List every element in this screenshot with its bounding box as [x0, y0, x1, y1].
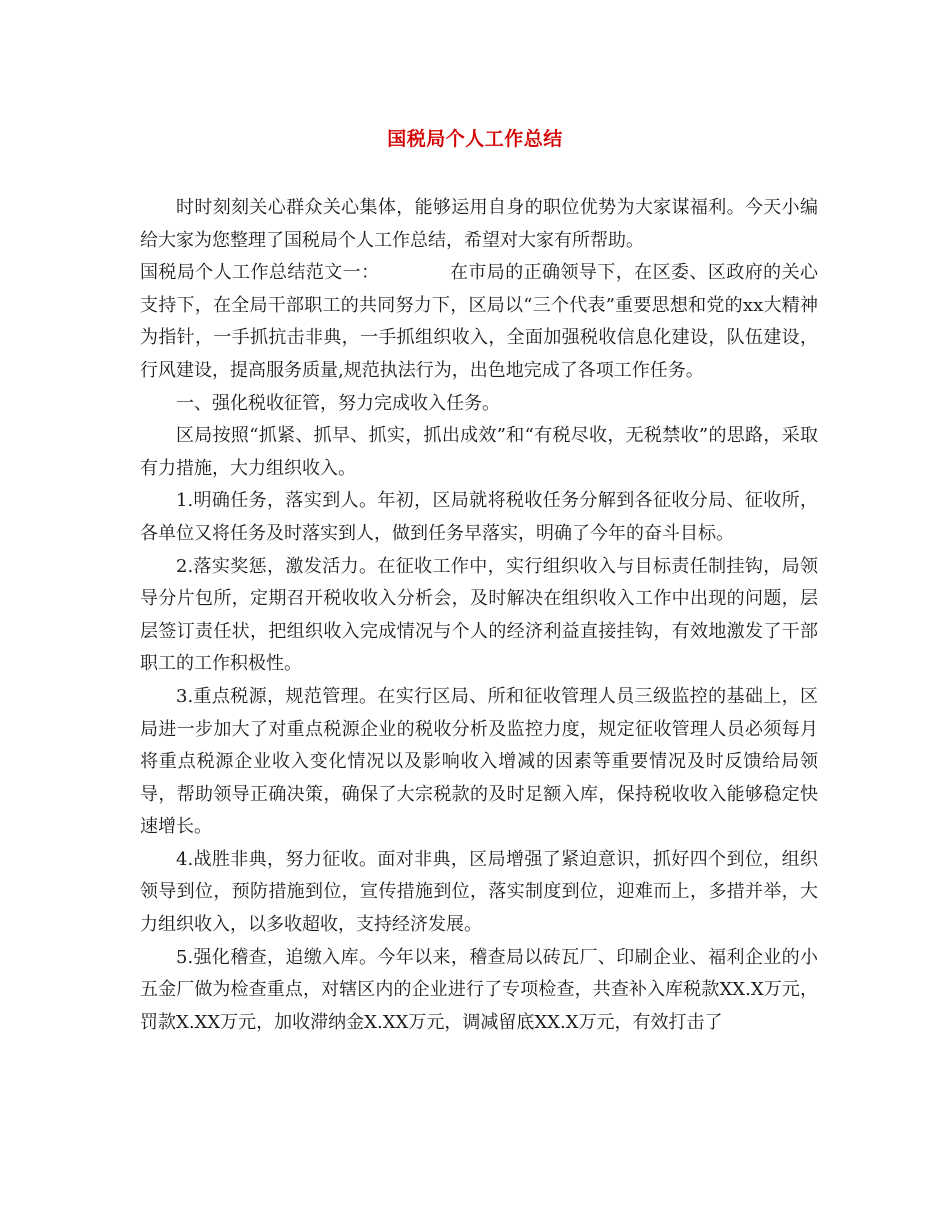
item-4-paragraph: 4.战胜非典，努力征收。面对非典，区局增强了紧迫意识，抓好四个到位，组织领导到位，预防措施到位，宣传措施到位，落实制度到位，迎难而上，多措并举，大力组织收入，以多收超收，支持经济发展。	[140, 848, 818, 936]
item-5-paragraph: 5.强化稽查，追缴入库。今年以来，稽查局以砖瓦厂、印刷企业、福利企业的小五金厂做为检查重点，对辖区内的企业进行了专项检查，共查补入库税款XX.X万元，罚款X.XX万元，加收滞纳金X.XX万元，调减留底XX.X万元，有效打击了	[140, 946, 818, 1033]
section-intro-paragraph: 区局按照“抓紧、抓早、抓实，抓出成效”和“有税尽收，无税禁收”的思路，采取有力措施，大力组织收入。	[140, 425, 818, 479]
document-body	[140, 192, 818, 1039]
item-1-paragraph: 1.明确任务，落实到人。年初，区局就将税收任务分解到各征收分局、征收所，各单位又将任务及时落实到人，做到任务早落实，明确了今年的奋斗目标。	[140, 490, 818, 544]
document-title: 国税局个人工作总结	[387, 128, 563, 150]
intro-paragraph: 时时刻刻关心群众关心集体，能够运用自身的职位优势为大家谋福利。今天小编给大家为您整理了国税局个人工作总结，希望对大家有所帮助。	[140, 197, 818, 251]
item-2-paragraph: 2.落实奖惩，激发活力。在征收工作中，实行组织收入与目标责任制挂钩，局领导分片包所，定期召开税收收入分析会，及时解决在组织收入工作中出现的问题，层层签订责任状，把组织收入完成情况与个人的经济利益直接挂钩，有效地激发了干部职工的工作积极性。	[140, 555, 818, 675]
sample-paragraph	[140, 257, 818, 387]
sample-label: 国税局个人工作总结范文一：	[140, 262, 380, 284]
section-heading: 一、强化税收征管，努力完成收入任务。	[176, 392, 500, 414]
item-3-paragraph: 3.重点税源，规范管理。在实行区局、所和征收管理人员三级监控的基础上，区局进一步加大了对重点税源企业的税收分析及监控力度，规定征收管理人员必须每月将重点税源企业收入变化情况以及影响收入增减的因素等重要情况及时反馈给局领导，帮助领导正确决策，确保了大宗税款的及时足额入库，保持税收收入能够稳定快速增长。	[140, 685, 818, 838]
sample-text: 在市局的正确领导下，在区委、区政府的关心支持下，在全局干部职工的共同努力下，区局以“三个代表”重要思想和党的xx大精神为指针，一手抓抗击非典，一手抓组织收入，全面加强税收信息化建设，队伍建设，行风建设，提高服务质量,规范执法行为，出色地完成了各项工作任务。	[140, 262, 818, 381]
